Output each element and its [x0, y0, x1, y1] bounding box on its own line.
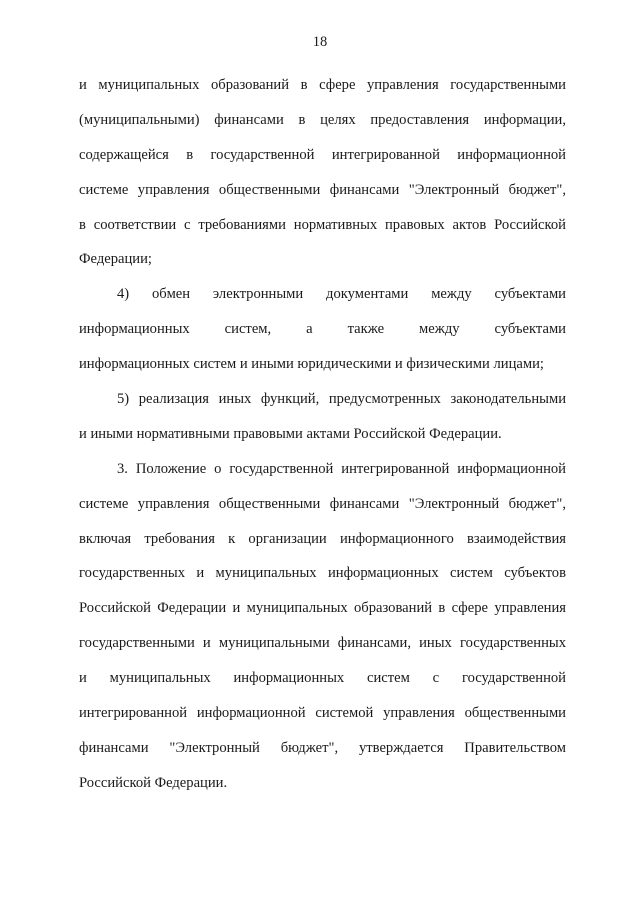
text-line: и иными нормативными правовыми актами Российской Федерации. [79, 425, 502, 442]
text-line: Федерации; [79, 251, 152, 268]
document-body [79, 68, 566, 801]
text-line: содержащейся в государственной интегрированной информационной [79, 146, 566, 163]
text-line: государственными и муниципальными финансами, иных государственных [79, 635, 566, 652]
text-line: 3. Положение о государственной интегрированной информационной [117, 460, 566, 477]
text-line: включая требования к организации информационного взаимодействия [79, 530, 566, 547]
text-line: (муниципальными) финансами в целях предоставления информации, [79, 111, 566, 128]
text-line: 5) реализация иных функций, предусмотренных законодательными [117, 391, 566, 408]
text-line: интегрированной информационной системой управления общественными [79, 705, 566, 722]
paragraph-section-3 [79, 452, 566, 801]
paragraph-item-4 [79, 277, 566, 382]
paragraph-item-5 [79, 382, 566, 452]
text-line: системе управления общественными финансами "Электронный бюджет", [79, 181, 566, 198]
text-line: информационных систем и иными юридическими и физическими лицами; [79, 356, 544, 373]
text-line: и муниципальных образований в сфере управления государственными [79, 77, 566, 93]
text-line: государственных и муниципальных информационных систем субъектов [79, 565, 566, 582]
text-line: системе управления общественными финансами "Электронный бюджет", [79, 495, 566, 512]
text-line: Российской Федерации и муниципальных образований в сфере управления [79, 600, 566, 617]
text-line: Российской Федерации. [79, 774, 228, 791]
text-line: информационных систем, а также между субъектами [79, 321, 566, 338]
page-number: 18 [312, 34, 328, 50]
text-line: в соответствии с требованиями нормативных правовых актов Российской [79, 216, 566, 233]
text-line: 4) обмен электронными документами между субъектами [117, 286, 566, 303]
text-line: и муниципальных информационных систем с государственной [79, 670, 566, 687]
text-line: финансами "Электронный бюджет", утверждается Правительством [79, 739, 566, 756]
paragraph-continuation [79, 68, 566, 277]
